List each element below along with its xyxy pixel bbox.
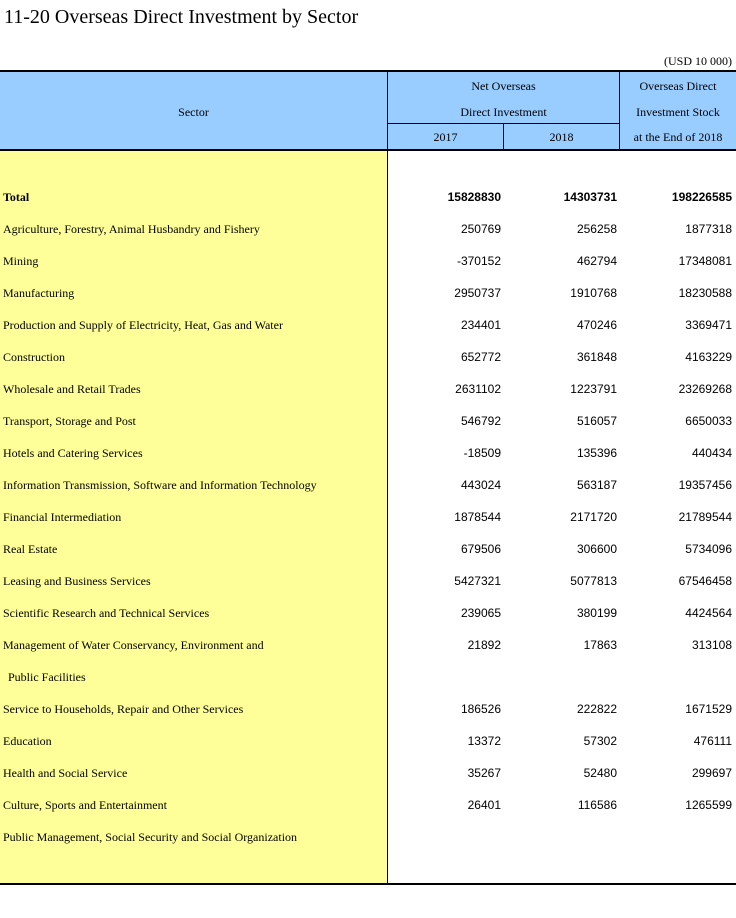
value-2018: 462794 (576, 254, 617, 268)
stock-end-2018: 1265599 (685, 798, 732, 812)
value-2018: 17863 (583, 638, 617, 652)
table-row (0, 379, 736, 399)
unit-note: (USD 10 000) (664, 54, 732, 68)
sector-label: Agriculture, Forestry, Animal Husbandry and Fishery (3, 222, 260, 236)
sector-label: Public Management, Social Security and Social Organization (3, 830, 298, 844)
table-row (0, 731, 736, 751)
value-2018: 256258 (576, 222, 617, 236)
sector-label: Leasing and Business Services (3, 574, 151, 588)
header-net-line2: Direct Investment (460, 105, 547, 119)
value-2017: 2631102 (455, 382, 501, 396)
stock-end-2018: 5734096 (685, 542, 732, 556)
header-divider (619, 72, 620, 149)
sector-label: Education (3, 734, 52, 748)
value-2018: 135396 (576, 446, 617, 460)
value-2017: 21892 (467, 638, 501, 652)
stock-end-2018: 313108 (691, 638, 732, 652)
sector-label: Construction (3, 350, 65, 364)
value-2018: 57302 (583, 734, 617, 748)
stock-end-2018: 198226585 (671, 190, 732, 204)
stock-end-2018: 476111 (693, 734, 732, 748)
stock-end-2018: 1877318 (685, 222, 732, 236)
table-row (0, 251, 736, 271)
value-2017: 679506 (460, 542, 501, 556)
value-2017: 652772 (460, 350, 501, 364)
value-2017: 443024 (460, 478, 501, 492)
header-subrule (388, 123, 619, 124)
sector-label: Real Estate (3, 542, 58, 556)
value-2017: 239065 (460, 606, 501, 620)
table-row (0, 411, 736, 431)
stock-end-2018: 6650033 (685, 414, 732, 428)
value-2017: 26401 (467, 798, 501, 812)
table-row (0, 795, 736, 815)
stock-end-2018: 67546458 (678, 574, 732, 588)
sector-label: Hotels and Catering Services (3, 446, 143, 460)
value-2018: 380199 (576, 606, 617, 620)
sector-label: Total (3, 190, 30, 204)
stock-end-2018: 4424564 (685, 606, 732, 620)
bottom-rule (0, 883, 736, 885)
sector-label: Financial Intermediation (3, 510, 122, 524)
value-2017: 2950737 (454, 286, 501, 300)
value-2018: 5077813 (570, 574, 617, 588)
value-2018: 470246 (576, 318, 617, 332)
value-2017: 250769 (460, 222, 501, 236)
header-year-2018: 2018 (549, 130, 574, 144)
header-divider (387, 72, 388, 149)
header-sector: Sector (178, 105, 209, 119)
value-2017: 546792 (460, 414, 501, 428)
sector-label: Manufacturing (3, 286, 75, 300)
value-2018: 1910768 (570, 286, 617, 300)
header-stock-line1: Overseas Direct (639, 79, 717, 93)
header-year-2017: 2017 (433, 130, 458, 144)
header-stock-line2: Investment Stock (636, 105, 720, 119)
value-2018: 52480 (583, 766, 617, 780)
stock-end-2018: 440434 (691, 446, 732, 460)
value-2017: 186526 (460, 702, 501, 716)
table-row (0, 507, 736, 527)
stock-end-2018: 299697 (691, 766, 732, 780)
value-2017: 35267 (467, 766, 501, 780)
table-header (0, 72, 736, 149)
stock-end-2018: 18230588 (678, 286, 732, 300)
value-2017: -370152 (456, 254, 501, 268)
stock-end-2018: 21789544 (678, 510, 732, 524)
stock-end-2018: 17348081 (678, 254, 732, 268)
sector-label: Wholesale and Retail Trades (3, 382, 141, 396)
value-2018: 1223791 (570, 382, 617, 396)
value-2018: 2171720 (570, 510, 617, 524)
table-row (0, 667, 736, 687)
sector-label: Information Transmission, Software and Information Technology (3, 478, 317, 492)
table-row (0, 315, 736, 335)
value-2017: -18509 (463, 446, 501, 460)
sector-label: Health and Social Service (3, 766, 128, 780)
stock-end-2018: 19357456 (678, 478, 732, 492)
table-row (0, 443, 736, 463)
value-2018: 516057 (576, 414, 617, 428)
value-2017: 15828830 (447, 190, 501, 204)
table-row (0, 347, 736, 367)
table-row (0, 475, 736, 495)
stock-end-2018: 1671529 (685, 702, 732, 716)
table-row (0, 219, 736, 239)
sector-label: Management of Water Conservancy, Environment and (3, 638, 264, 652)
value-2017: 13372 (467, 734, 501, 748)
table-row (0, 763, 736, 783)
table-row (0, 283, 736, 303)
value-2018: 222822 (576, 702, 617, 716)
header-stock-line3: at the End of 2018 (633, 130, 723, 144)
sector-label: Mining (3, 254, 39, 268)
value-2017: 5427321 (454, 574, 501, 588)
total-row (0, 187, 736, 207)
stock-end-2018: 23269268 (678, 382, 732, 396)
sector-label: Public Facilities (8, 670, 86, 684)
value-2018: 361848 (576, 350, 617, 364)
table-row (0, 571, 736, 591)
value-2018: 563187 (576, 478, 617, 492)
value-2017: 1878544 (454, 510, 501, 524)
page-title: 11-20 Overseas Direct Investment by Sector (4, 6, 359, 28)
table-row (0, 827, 736, 847)
sector-label: Transport, Storage and Post (3, 414, 136, 428)
table-row (0, 635, 736, 655)
sector-label: Scientific Research and Technical Services (3, 606, 210, 620)
sector-label: Service to Households, Repair and Other Services (3, 702, 244, 716)
value-2018: 306600 (576, 542, 617, 556)
value-2018: 116586 (577, 798, 617, 812)
value-2017: 234401 (460, 318, 501, 332)
header-divider (503, 123, 504, 149)
sector-label: Culture, Sports and Entertainment (3, 798, 167, 812)
sector-label: Production and Supply of Electricity, Heat, Gas and Water (3, 318, 283, 332)
value-2018: 14303731 (563, 190, 617, 204)
table-row (0, 539, 736, 559)
header-net-line1: Net Overseas (471, 79, 536, 93)
stock-end-2018: 4163229 (685, 350, 732, 364)
stock-end-2018: 3369471 (685, 318, 732, 332)
table-row (0, 699, 736, 719)
table-row (0, 603, 736, 623)
